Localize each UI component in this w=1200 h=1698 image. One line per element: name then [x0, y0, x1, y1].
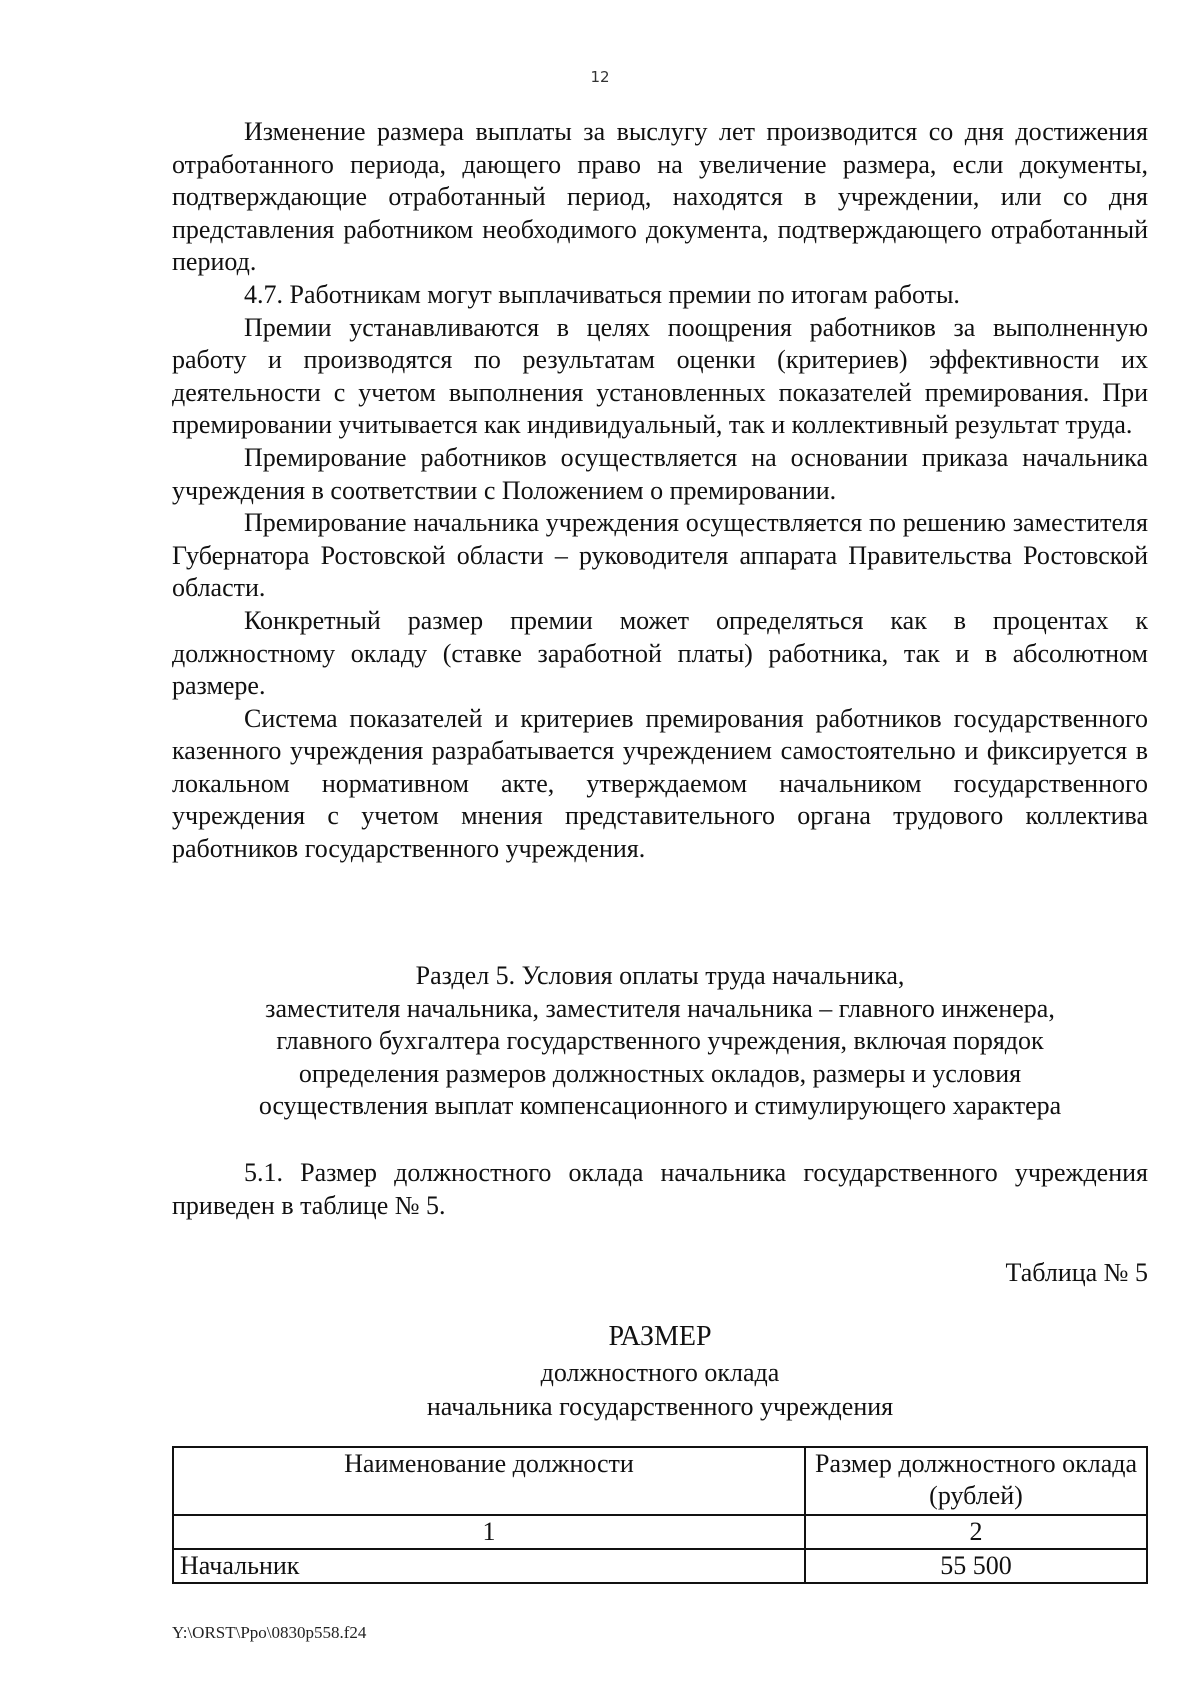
page-number: 12 [590, 68, 610, 86]
paragraph-bonus-criteria: Система показателей и критериев премирования работников государственного казенного учреждения разрабатывается учреждением самостоятельно и фиксируется в локальном нормативном акте, утверждаемом начальником государственного учреждения с учетом мнения представительного органа трудового коллектива работников государственного учреждения. [172, 703, 1148, 864]
section-heading-line: Раздел 5. Условия оплаты труда начальника, [415, 961, 905, 990]
paragraph-bonus-order: Премирование работников осуществляется на основании приказа начальника учреждения в соответствии с Положением о премировании. [172, 442, 1148, 505]
column-number: 2 [805, 1515, 1147, 1549]
section-5-heading [172, 960, 1148, 1123]
clause-5-1: 5.1. Размер должностного оклада начальника государственного учреждения приведен в таблице № 5. [172, 1158, 1148, 1220]
header-salary: Размер должностного оклада (рублей) [805, 1447, 1147, 1515]
table-caption: Таблица № 5 [1005, 1258, 1148, 1287]
table-title [172, 1318, 1148, 1424]
footer-file-path: Y:\ORST\Ppo\0830p558.f24 [172, 1623, 367, 1642]
column-number: 1 [173, 1515, 805, 1549]
salary-table [172, 1446, 1148, 1584]
cell-position: Начальник [173, 1549, 805, 1583]
body-text [172, 116, 1148, 866]
section-heading-line: определения размеров должностных окладов, размеры и условия [298, 1058, 1022, 1088]
section-heading-line: заместителя начальника, заместителя начальника – главного инженера, [265, 993, 1055, 1023]
table-title-main: РАЗМЕР [608, 1321, 712, 1352]
table-title-line: должностного оклада [540, 1358, 780, 1387]
table-column-number-row [173, 1515, 1147, 1549]
paragraph-bonus-purpose: Премии устанавливаются в целях поощрения работников за выполненную работу и производятся по результатам оценки (критериев) эффективности их деятельности с учетом выполнения установленных показателей премирования. При премировании учитывается как индивидуальный, так и коллективный результат труда. [172, 312, 1148, 440]
paragraph-head-bonus: Премирование начальника учреждения осуществляется по решению заместителя Губернатора Ростовской области – руководителя аппарата Правительства Ростовской области. [172, 508, 1148, 603]
section-heading-line: главного бухгалтера государственного учреждения, включая порядок [276, 1026, 1044, 1056]
paragraph-4-7: 4.7. Работникам могут выплачиваться премии по итогам работы. [244, 279, 960, 309]
cell-salary: 55 500 [805, 1549, 1147, 1583]
table-row [173, 1549, 1147, 1583]
paragraph-length-of-service: Изменение размера выплаты за выслугу лет производится со дня достижения отработанного периода, дающего право на увеличение размера, если документы, подтверждающие отработанный период, находятся в учреждении, или со дня представления работником необходимого документа, подтверждающего отработанный период. [172, 117, 1148, 277]
header-position: Наименование должности [173, 1447, 805, 1515]
section-heading-line: осуществления выплат компенсационного и стимулирующего характера [258, 1091, 1062, 1121]
paragraph-bonus-amount: Конкретный размер премии может определяться как в процентах к должностному окладу (ставке заработной платы) работника, так и в абсолютном размере. [172, 605, 1148, 701]
table-title-line: начальника государственного учреждения [426, 1392, 894, 1421]
table-header-row [173, 1447, 1147, 1515]
